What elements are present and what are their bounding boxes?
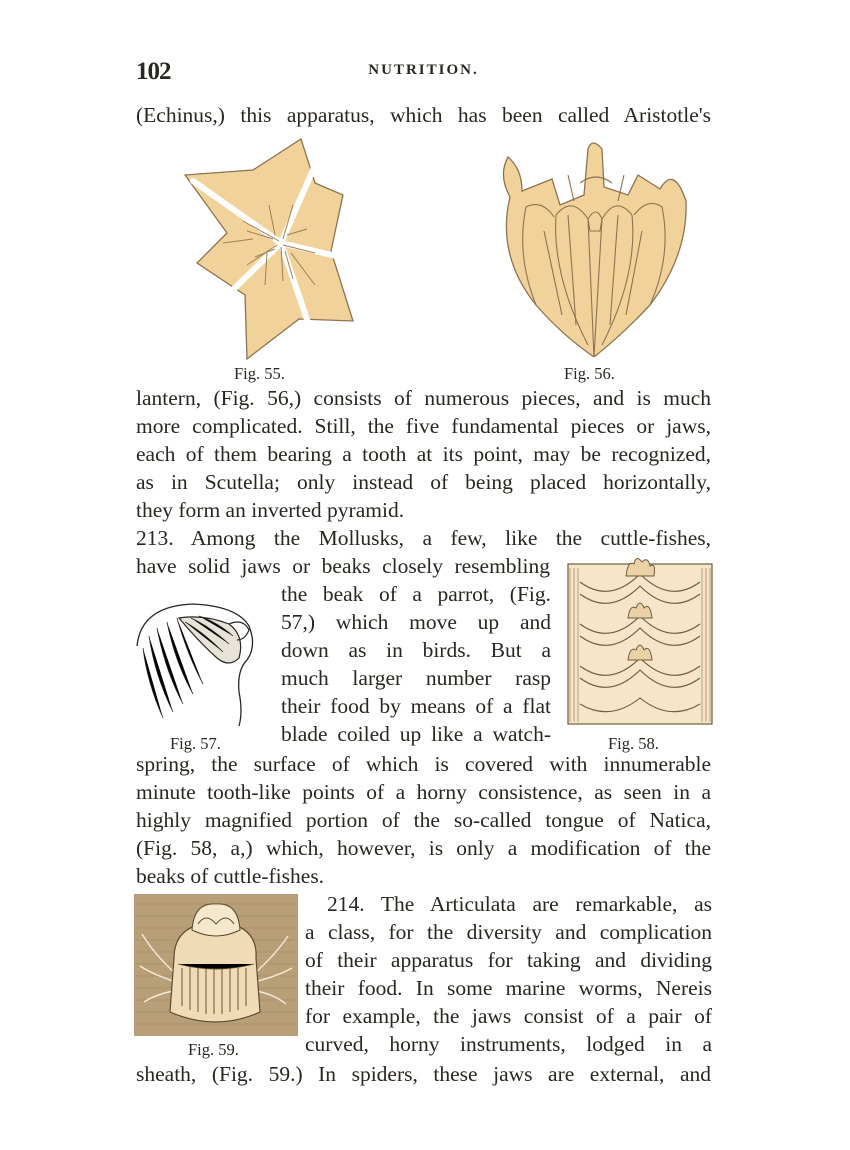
text-line: (Fig. 58, a,) which, however, is only a modification of the [136,836,711,860]
text-line: more complicated. Still, the five fundamental pieces or jaws, [136,414,711,438]
figure-58-illustration [566,554,714,726]
text-line: a class, for the diversity and complication [305,920,712,944]
page-header [136,58,711,88]
figure-55-caption: Fig. 55. [234,364,285,383]
figure-59-caption: Fig. 59. [188,1040,239,1059]
text-line: (Echinus,) this apparatus, which has been called Aristotle's [136,103,711,127]
text-line: down as in birds. But a [281,638,551,662]
text-line: they form an inverted pyramid. [136,498,405,522]
text-line: highly magnified portion of the so-called tongue of Natica, [136,808,711,832]
text-line: their food. In some marine worms, Nereis [305,976,712,1000]
text-line: 214. The Articulata are remarkable, as [327,892,712,916]
running-title: NUTRITION. [368,62,479,78]
page-number: 102 [136,58,171,85]
figure-57-illustration [133,596,261,730]
text-line: as in Scutella; only instead of being placed horizontally, [136,470,711,494]
text-line: minute tooth-like points of a horny consistence, as seen in a [136,780,711,804]
figure-56-illustration [492,135,692,357]
text-line: curved, horny instruments, lodged in a [305,1032,712,1056]
figure-58-caption: Fig. 58. [608,734,659,753]
figure-56-caption: Fig. 56. [564,364,615,383]
text-line: beaks of cuttle-fishes. [136,864,325,888]
figure-57-caption: Fig. 57. [170,734,221,753]
text-line: the beak of a parrot, (Fig. [281,582,551,606]
text-line: blade coiled up like a watch- [281,722,551,746]
text-line: of their apparatus for taking and dividing [305,948,712,972]
text-line: sheath, (Fig. 59.) In spiders, these jaws are external, and [136,1062,711,1086]
text-line: much larger number rasp [281,666,551,690]
text-line: their food by means of a flat [281,694,551,718]
text-line: 213. Among the Mollusks, a few, like the cuttle-fishes, [136,526,711,550]
text-line: for example, the jaws consist of a pair of [305,1004,712,1028]
figure-55-illustration [183,135,355,361]
text-line: have solid jaws or beaks closely resembling [136,554,550,578]
text-line: each of them bearing a tooth at its point, may be recognized, [136,442,711,466]
text-line: 57,) which move up and [281,610,551,634]
text-line: lantern, (Fig. 56,) consists of numerous pieces, and is much [136,386,711,410]
figure-59-illustration [134,894,298,1036]
text-line: spring, the surface of which is covered with innumerable [136,752,711,776]
